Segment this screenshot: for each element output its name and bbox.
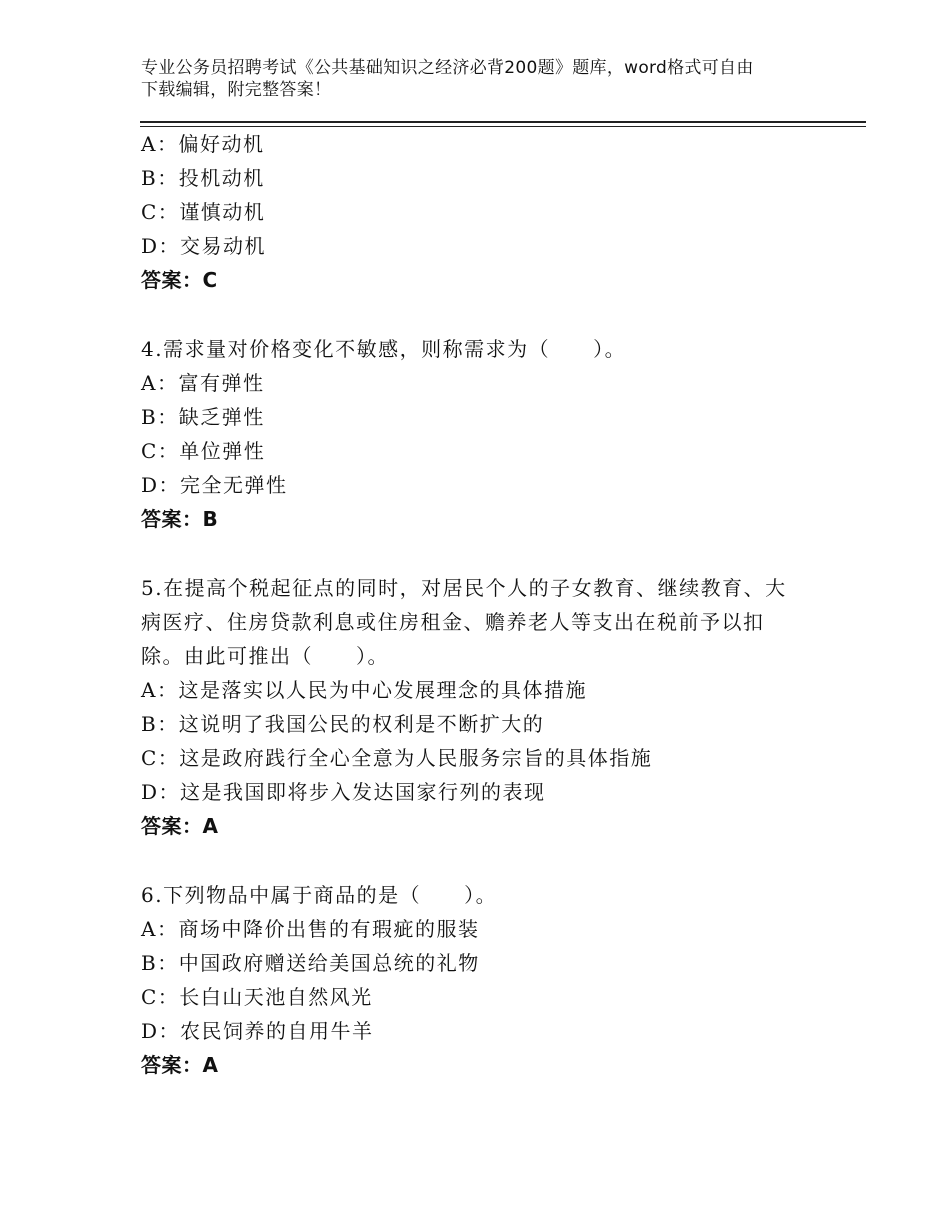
- option-b: B：缺乏弹性: [141, 405, 265, 429]
- option-d: D：交易动机: [141, 234, 267, 258]
- header-line-1: 专业公务员招聘考试《公共基础知识之经济必背200题》题库，word格式可自由: [141, 58, 754, 78]
- answer-label: 答案：B: [141, 507, 219, 531]
- option-c: C：单位弹性: [141, 439, 266, 463]
- question-stem-line-1: 5.在提高个税起征点的同时，对居民个人的子女教育、继续教育、大: [141, 576, 787, 600]
- question-stem-line-3: 除。由此可推出（ ）。: [141, 644, 389, 668]
- question-stem: 4.需求量对价格变化不敏感，则称需求为（ ）。: [141, 337, 627, 361]
- option-d: D：完全无弹性: [141, 473, 288, 497]
- answer-label: 答案：C: [141, 268, 218, 292]
- question-stem: 6.下列物品中属于商品的是（ ）。: [141, 883, 498, 907]
- option-a: A：偏好动机: [141, 132, 265, 156]
- option-d: D：这是我国即将步入发达国家行列的表现: [141, 780, 546, 804]
- question-list: [141, 127, 821, 1082]
- header-rule-thick: [140, 121, 866, 123]
- option-c: C：长白山天池自然风光: [141, 985, 373, 1009]
- option-a: A：富有弹性: [141, 371, 265, 395]
- option-a: A：这是落实以人民为中心发展理念的具体措施: [141, 678, 587, 702]
- option-b: B：中国政府赠送给美国总统的礼物: [141, 951, 480, 975]
- question-6: [141, 878, 821, 1082]
- option-a: A：商场中降价出售的有瑕疵的服装: [141, 917, 480, 941]
- question-stem-line-2: 病医疗、住房贷款利息或住房租金、赡养老人等支出在税前予以扣: [141, 610, 765, 634]
- option-b: B：投机动机: [141, 166, 265, 190]
- option-c: C：谨慎动机: [141, 200, 266, 224]
- option-c: C：这是政府践行全心全意为人民服务宗旨的具体指施: [141, 746, 653, 770]
- option-b: B：这说明了我国公民的权利是不断扩大的: [141, 712, 545, 736]
- question-spacer: [141, 843, 821, 878]
- document-header: [141, 57, 821, 101]
- answer-label: 答案：A: [141, 814, 219, 838]
- question-5: [141, 571, 821, 843]
- header-line-2: 下载编辑，附完整答案！: [141, 80, 332, 100]
- answer-label: 答案：A: [141, 1053, 219, 1077]
- question-3: [141, 127, 821, 297]
- question-spacer: [141, 536, 821, 571]
- option-d: D：农民饲养的自用牛羊: [141, 1019, 374, 1043]
- question-spacer: [141, 297, 821, 332]
- question-4: [141, 332, 821, 536]
